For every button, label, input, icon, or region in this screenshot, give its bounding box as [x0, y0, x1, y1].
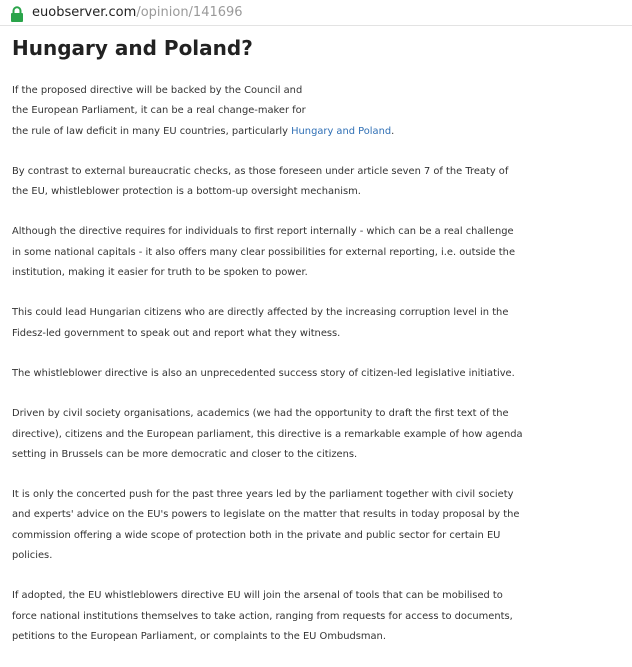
text-line: If the proposed directive will be backed by the Council and	[12, 85, 303, 96]
paragraph-3	[12, 222, 624, 283]
section-heading: Hungary and Poland?	[12, 36, 253, 60]
text-line: the rule of law deficit in many EU countries, particularly	[12, 125, 292, 137]
paragraph-4	[12, 303, 624, 344]
text-line: By contrast to external bureaucratic checks, as those foreseen under article seven 7 of the Treaty of	[12, 165, 509, 177]
text-line: directive), citizens and the European parliament, this directive is a remarkable example of how agenda	[12, 428, 523, 440]
text-line: institution, making it easier for truth to be spoken to power.	[12, 267, 308, 279]
hungary-poland-link[interactable]: Hungary and Poland	[291, 125, 392, 137]
paragraph-8	[12, 586, 624, 647]
paragraph-5	[12, 364, 624, 384]
text-line: Fidesz-led government to speak out and report what they witness.	[12, 327, 341, 339]
text-line: the EU, whistleblower protection is a bottom-up oversight mechanism.	[12, 186, 361, 198]
url-host: euobserver.com	[32, 5, 137, 20]
text-line: Although the directive requires for individuals to first report internally - which can be a real challenge	[12, 226, 514, 238]
article-body	[12, 34, 624, 667]
text-line: It is only the concerted push for the past three years led by the parliament together with civil society	[12, 489, 514, 501]
paragraph-7	[12, 485, 624, 566]
lock-icon	[10, 6, 24, 22]
text-line: If adopted, the EU whistleblowers directive EU will join the arsenal of tools that can be mobilised to	[12, 590, 503, 602]
paragraph-2	[12, 162, 624, 203]
url-path: /opinion/141696	[136, 5, 243, 20]
paragraph-6	[12, 404, 624, 465]
text-line: commission offering a wide scope of protection both in the private and public sector for certain EU	[12, 529, 501, 541]
paragraph-1	[12, 81, 624, 142]
text-line: setting in Brussels can be more democratic and closer to the citizens.	[12, 448, 358, 460]
text-line: .	[391, 125, 395, 137]
text-line: The whistleblower directive is also an unprecedented success story of citizen-led legislative initiative.	[12, 367, 515, 379]
address-bar[interactable]	[0, 0, 632, 26]
text-line: This could lead Hungarian citizens who are directly affected by the increasing corruption level in the	[12, 307, 509, 319]
text-line: petitions to the European Parliament, or complaints to the EU Ombudsman.	[12, 630, 386, 642]
text-line: Driven by civil society organisations, academics (we had the opportunity to draft the first text of the	[12, 408, 509, 420]
text-line: force national institutions themselves to take action, ranging from requests for access to documents,	[12, 610, 513, 622]
text-line: and experts' advice on the EU's powers to legislate on the matter that results in today proposal by the	[12, 509, 520, 521]
text-line: the European Parliament, it can be a real change-maker for	[12, 105, 306, 117]
text-line: policies.	[12, 550, 53, 562]
text-line: in some national capitals - it also offers many clear possibilities for external reporting, i.e. outside the	[12, 246, 516, 258]
url-text[interactable]	[32, 4, 243, 21]
